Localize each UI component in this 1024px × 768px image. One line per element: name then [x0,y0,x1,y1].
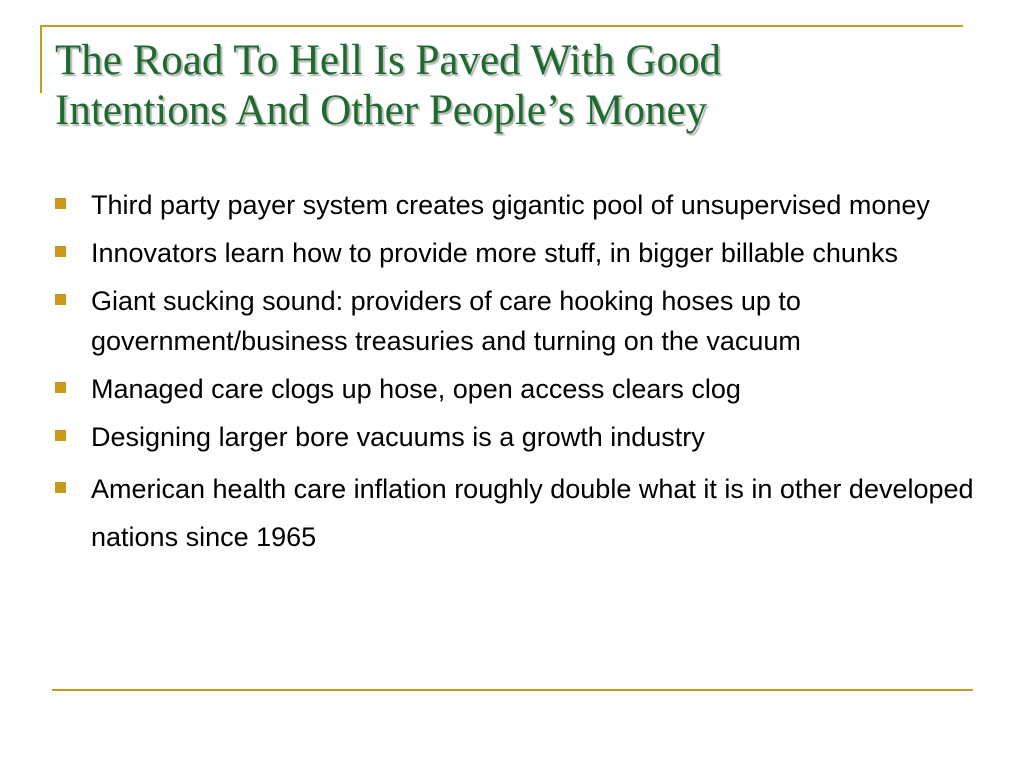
square-bullet-icon [55,482,66,493]
bullet-text: Managed care clogs up hose, open access clears clog [91,374,741,404]
bullet-item-3 [55,281,975,361]
bullet-item-5 [55,417,975,457]
bullet-item-1 [55,185,975,225]
slide-title-line-2: Intentions And Other People’s Money [55,87,708,134]
square-bullet-icon [55,294,66,305]
title-frame-top-rule [40,25,963,27]
bullet-item-6 [55,465,975,561]
bullet-item-2 [55,233,975,273]
bullet-item-4 [55,369,975,409]
square-bullet-icon [55,198,66,209]
square-bullet-icon [55,382,66,393]
square-bullet-icon [55,246,66,257]
slide-title-line-1: The Road To Hell Is Paved With Good [55,37,722,84]
bullet-list [55,185,975,569]
bullet-text: American health care inflation roughly double what it is in other developed nations since 1965 [91,474,974,552]
bullet-text: Innovators learn how to provide more stuff, in bigger billable chunks [91,238,898,268]
slide-title [55,36,985,136]
title-frame-left-rule [40,25,42,93]
bullet-text: Giant sucking sound: providers of care hooking hoses up to government/business treasuries and turning on the vacuum [91,286,801,356]
bullet-text: Designing larger bore vacuums is a growth industry [91,422,705,452]
square-bullet-icon [55,430,66,441]
bullet-text: Third party payer system creates gigantic pool of unsupervised money [91,190,930,220]
footer-rule [52,689,973,691]
